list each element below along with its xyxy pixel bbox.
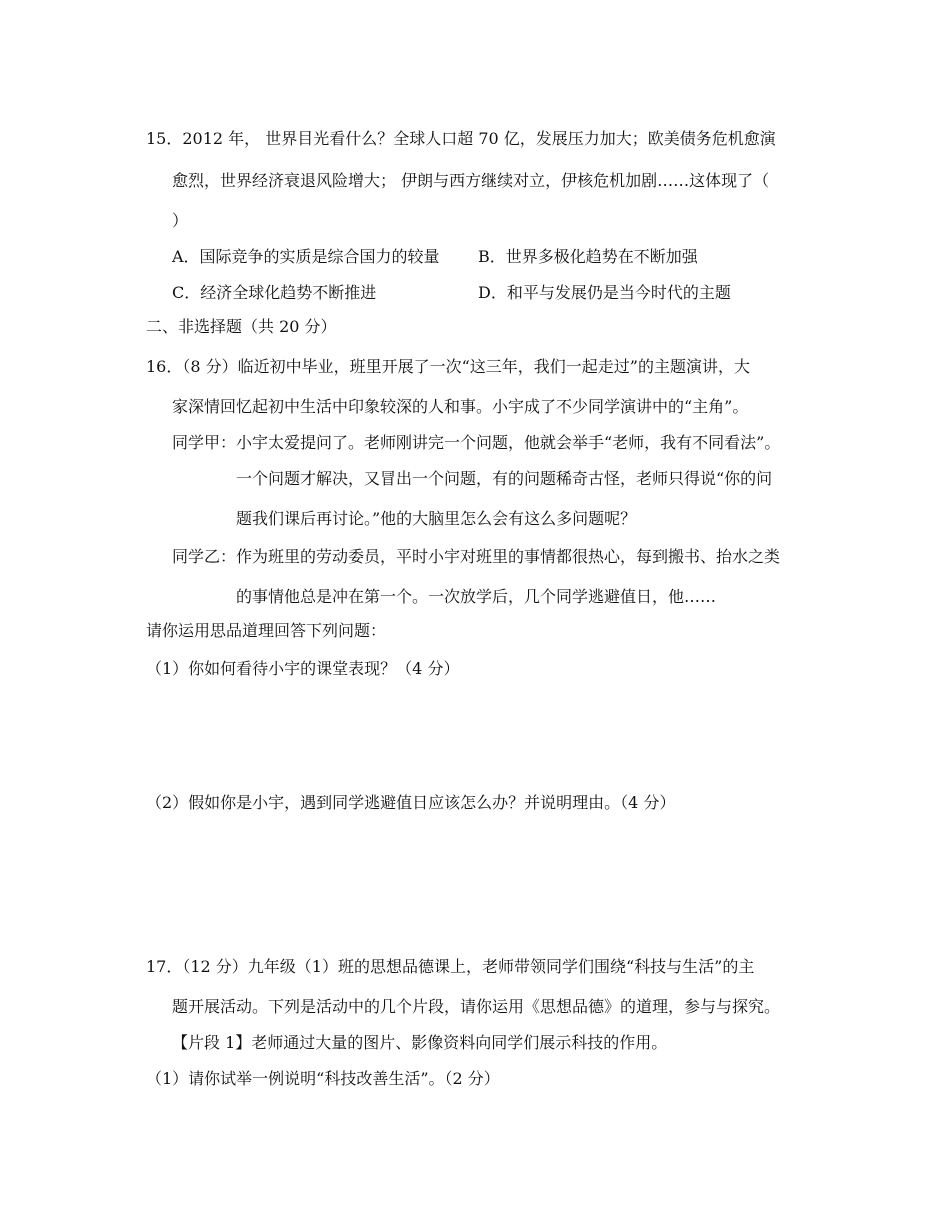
q17-line-2: 题开展活动。下列是活动中的几个片段，请你运用《思想品德》的道理，参与与探究。	[172, 997, 781, 1016]
q16-student-a-line-2: 一个问题才解决，又冒出一个问题，有的问题稀奇古怪，老师只得说“你的问	[236, 469, 773, 488]
q16-line-2: 家深情回忆起初中生活中印象较深的人和事。小宇成了不少同学演讲中的“主角”。	[172, 397, 749, 416]
section-2-title: 二、非选择题（共 20 分）	[146, 317, 337, 336]
q16-student-a-line-1: 同学甲：小宇太爱提问了。老师刚讲完一个问题，他就会举手“老师，我有不同看法”。	[172, 433, 781, 452]
q15-option-a: A．国际竞争的实质是综合国力的较量	[172, 247, 440, 266]
q16-prompt: 请你运用思品道理回答下列问题：	[146, 621, 387, 640]
q17-sub-question-1: （1）请你试举一例说明“科技改善生活”。（2 分）	[146, 1069, 500, 1088]
q15-line-2: 愈烈，世界经济衰退风险增大； 伊朗与西方继续对立，伊核危机加剧……这体现了（	[172, 171, 770, 190]
q17-fragment-1: 【片段 1】老师通过大量的图片、影像资料向同学们展示科技的作用。	[172, 1033, 668, 1052]
q15-option-b: B．世界多极化趋势在不断加强	[478, 247, 698, 266]
q16-student-b-line-2: 的事情他总是冲在第一个。一次放学后，几个同学逃避值日，他……	[236, 587, 717, 606]
q15-line-1: 15．2012 年， 世界目光看什么？全球人口超 70 亿，发展压力加大；欧美债务危机愈演	[146, 129, 776, 148]
q15-option-d: D．和平与发展仍是当今时代的主题	[478, 283, 731, 302]
q15-option-c: C．经济全球化趋势不断推进	[172, 283, 377, 302]
q16-student-a-line-3: 题我们课后再讨论。”他的大脑里怎么会有这么多问题呢？	[236, 509, 637, 528]
q16-line-1: 16．（8 分）临近初中毕业，班里开展了一次“这三年，我们一起走过”的主题演讲，大	[146, 357, 750, 376]
q16-sub-question-1: （1）你如何看待小宇的课堂表现？（4 分）	[146, 659, 460, 678]
q16-sub-question-2: （2）假如你是小宇，遇到同学逃避值日应该怎么办？并说明理由。（4 分）	[146, 793, 676, 812]
q17-line-1: 17．（12 分）九年级（1）班的思想品德课上，老师带领同学们围绕“科技与生活”的主	[146, 957, 755, 976]
q16-student-b-line-1: 同学乙：作为班里的劳动委员，平时小宇对班里的事情都很热心，每到搬书、抬水之类	[172, 547, 781, 566]
q15-line-3: ）	[172, 211, 189, 230]
